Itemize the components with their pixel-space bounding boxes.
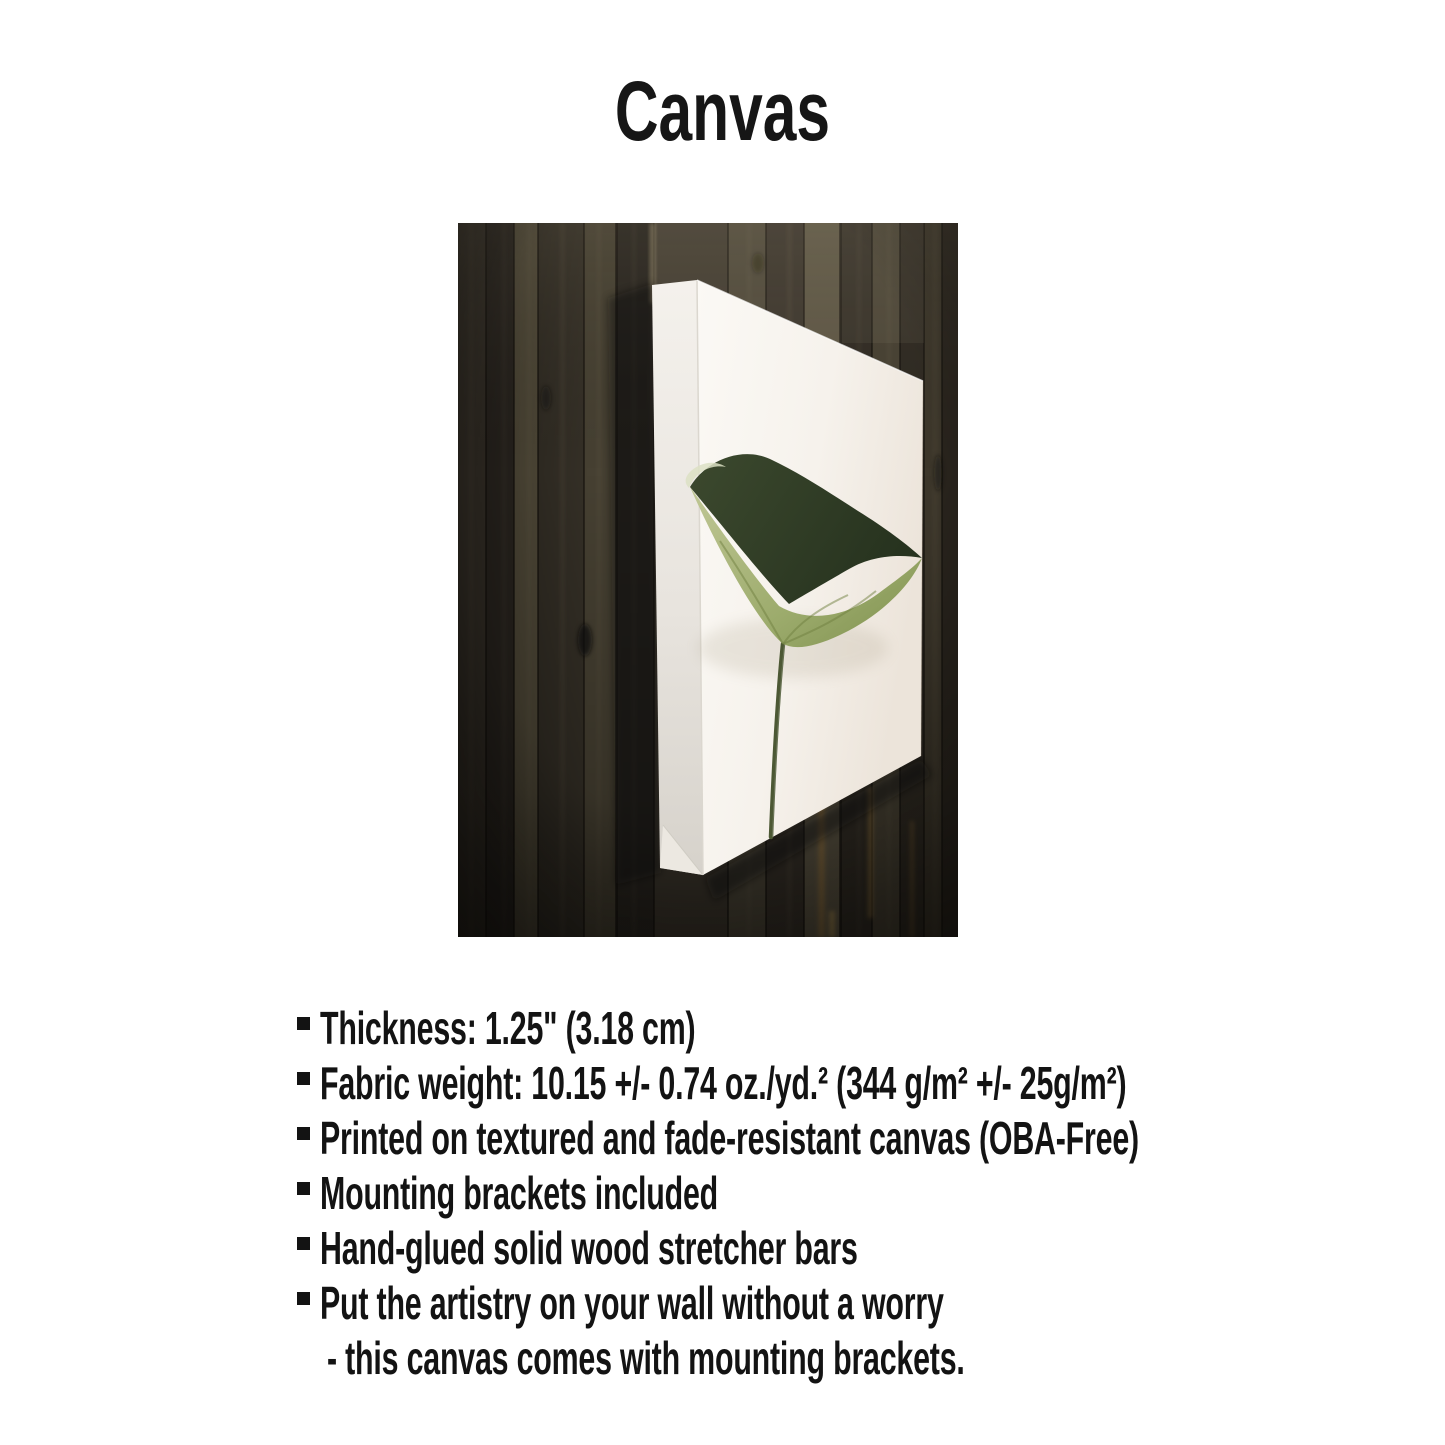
spec-item-thickness xyxy=(297,1001,1445,1056)
spec-text: Mounting brackets included xyxy=(320,1167,719,1219)
canvas-side-face xyxy=(652,280,703,875)
spec-item-fabric-weight xyxy=(297,1056,1445,1111)
bullet-square-icon xyxy=(297,1072,310,1085)
spec-item-artistry xyxy=(297,1276,1445,1331)
spec-text: Thickness: 1.25" (3.18 cm) xyxy=(320,1002,696,1054)
bullet-square-icon xyxy=(297,1182,310,1195)
bullet-square-icon xyxy=(297,1292,310,1305)
bullet-square-icon xyxy=(297,1127,310,1140)
page-title xyxy=(0,64,1445,158)
spec-list xyxy=(297,1001,1445,1386)
bullet-square-icon xyxy=(297,1017,310,1030)
product-photo xyxy=(458,223,958,937)
spec-text: - this canvas comes with mounting brackets. xyxy=(327,1332,965,1384)
spec-item-continuation xyxy=(297,1331,1445,1386)
product-photo-graphic xyxy=(458,223,958,937)
spec-text: Hand-glued solid wood stretcher bars xyxy=(320,1222,858,1274)
spec-item-mounting-brackets xyxy=(297,1166,1445,1221)
spec-text: Put the artistry on your wall without a worry xyxy=(320,1277,944,1329)
spec-item-printed xyxy=(297,1111,1445,1166)
spec-text: Printed on textured and fade-resistant canvas (OBA-Free) xyxy=(320,1112,1139,1164)
page-title-text: Canvas xyxy=(614,64,831,158)
bullet-square-icon xyxy=(297,1237,310,1250)
spec-item-stretcher-bars xyxy=(297,1221,1445,1276)
spec-text: Fabric weight: 10.15 +/- 0.74 oz./yd.² (344 g/m² +/- 25g/m²) xyxy=(320,1057,1127,1109)
